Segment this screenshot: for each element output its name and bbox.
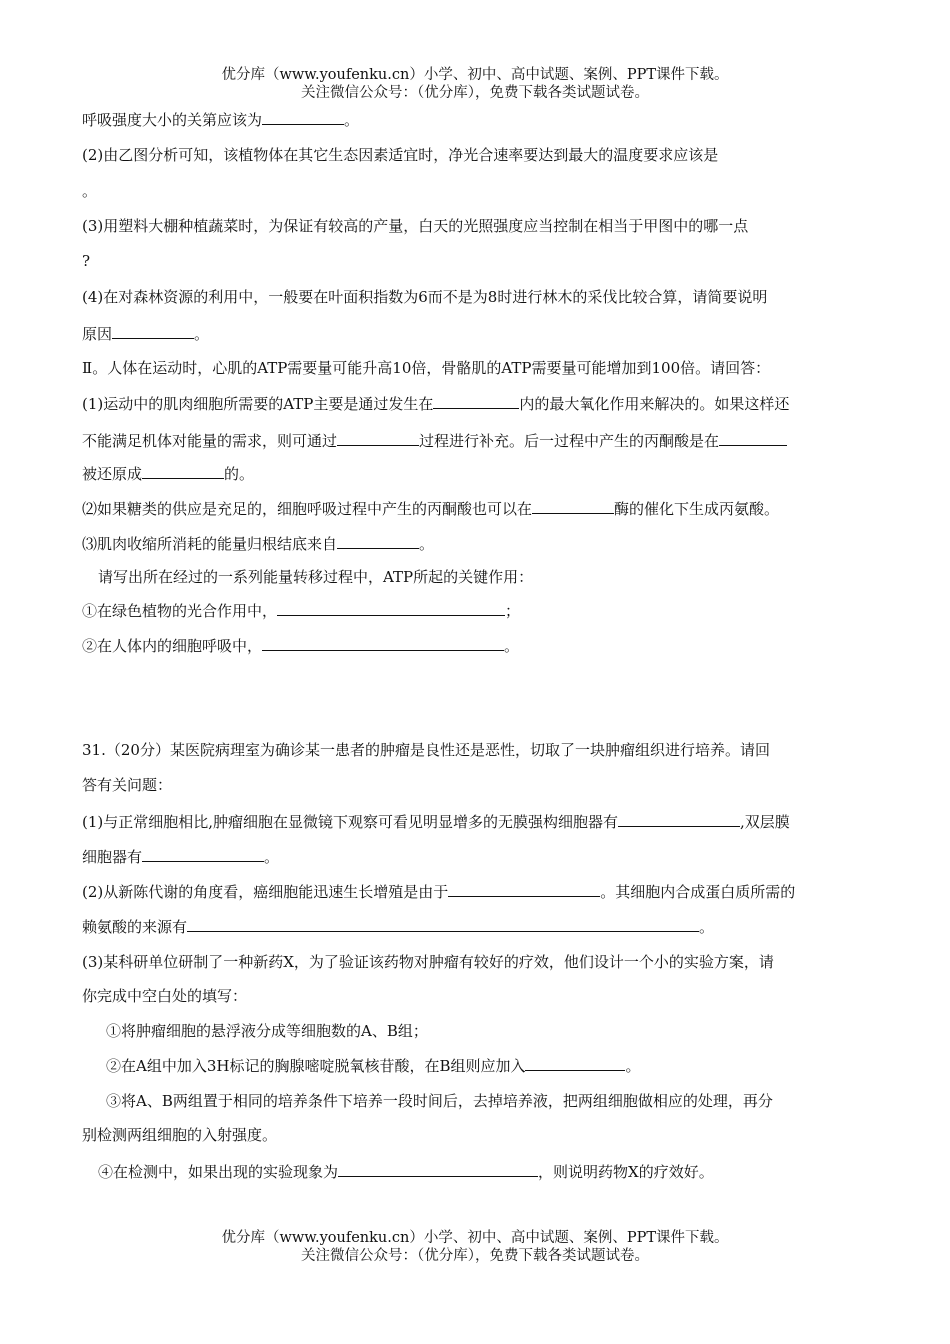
step-2: ②在A组中加入3H标记的胸腺嘧啶脱氧核苷酸，在B组则应加入 。 [106, 1057, 641, 1075]
text-line: 细胞器有 。 [82, 848, 280, 866]
text-line: 请写出所在经过的一系列能量转移过程中，ATP所起的关键作用： [98, 568, 534, 586]
text-line: 不能满足机体对能量的需求，则可通过 过程进行补充。后一过程中产生的丙酮酸是在 [82, 430, 872, 451]
answer-blank[interactable] [433, 393, 519, 409]
step-4: ④在检测中，如果出现的实验现象为 ，则说明药物X的疗效好。 [98, 1163, 714, 1181]
text-line: 赖氨酸的来源有 。 [82, 918, 715, 936]
text-line: 被还原成 的。 [82, 465, 255, 483]
answer-blank[interactable] [142, 463, 224, 479]
page-footer [0, 1229, 950, 1265]
text-line: ? [82, 252, 91, 270]
text-line: (1)与正常细胞相比,肿瘤细胞在显微镜下观察可看见明显增多的无膜强构细胞器有 ,双层膜 [82, 813, 790, 831]
text-line: ⑵如果糖类的供应是充足的，细胞呼吸过程中产生的丙酮酸也可以在 酶的催化下生成丙氨酸。 [82, 500, 780, 518]
text-line: 你完成中空白处的填写： [82, 987, 248, 1005]
step-3: ③将A、B两组置于相同的培养条件下培养一段时间后，去掉培养液，把两组细胞做相应的处理，再分 [106, 1092, 773, 1110]
text-line: (2)从新陈代谢的角度看，癌细胞能迅速生长增殖是由于 。其细胞内合成蛋白质所需的 [82, 883, 796, 901]
text-line: (3)用塑料大棚种植蔬菜时，为保证有较高的产量，白天的光照强度应当控制在相当于甲图中的哪一点 [82, 217, 749, 235]
text-line: 别检测两组细胞的入射强度。 [82, 1126, 278, 1144]
answer-blank[interactable] [262, 635, 504, 651]
text-line: ①在绿色植物的光合作用中， ； [82, 602, 521, 620]
answer-blank[interactable] [338, 1161, 538, 1177]
text-line: ⑶肌肉收缩所消耗的能量归根结底来自 。 [82, 535, 435, 553]
section-2-intro: Ⅱ。人体在运动时，心肌的ATP需要量可能升高10倍，骨骼肌的ATP需要量可能增加到100倍。请回答： [82, 359, 771, 377]
text-line: 原因 。 [82, 325, 210, 343]
text-line: (2)由乙图分析可知，该植物体在其它生态因素适宜时，净光合速率要达到最大的温度要求应该是 [82, 146, 719, 164]
answer-blank[interactable] [112, 323, 194, 339]
answer-blank[interactable] [262, 109, 344, 125]
step-1: ①将肿瘤细胞的悬浮液分成等细胞数的A、B组； [106, 1022, 428, 1040]
text-line: (3)某科研单位研制了一种新药X，为了验证该药物对肿瘤有较好的疗效，他们设计一个小的实验方案，请 [82, 953, 774, 971]
answer-blank[interactable] [532, 498, 614, 514]
answer-blank[interactable] [277, 600, 505, 616]
answer-blank[interactable] [618, 811, 740, 827]
answer-blank[interactable] [525, 1055, 625, 1071]
answer-blank[interactable] [187, 916, 699, 932]
text-line: 答有关问题： [82, 776, 173, 794]
text-line: ②在人体内的细胞呼吸中， 。 [82, 637, 520, 655]
answer-blank[interactable] [142, 846, 264, 862]
page-header [0, 66, 950, 102]
header-line-1: 优分库（www.youfenku.cn）小学、初中、高中试题、案例、PPT课件下载。 [221, 67, 729, 83]
footer-line-1: 优分库（www.youfenku.cn）小学、初中、高中试题、案例、PPT课件下载。 [221, 1230, 729, 1246]
answer-blank[interactable] [448, 881, 600, 897]
answer-blank[interactable] [719, 430, 787, 446]
text-line: (4)在对森林资源的利用中，一般要在叶面积指数为6而不是为8时进行林木的采伐比较合算，请简要说明 [82, 288, 768, 306]
footer-line-2: 关注微信公众号：（优分库），免费下载各类试题试卷。 [301, 1248, 649, 1264]
text-line: 。 [82, 182, 98, 200]
text-line: (1)运动中的肌肉细胞所需要的ATP主要是通过发生在 内的最大氧化作用来解决的。如果这样还 [82, 395, 790, 413]
header-line-2: 关注微信公众号：（优分库），免费下载各类试题试卷。 [301, 85, 649, 101]
answer-blank[interactable] [337, 430, 419, 446]
text-line: 呼吸强度大小的关第应该为 。 [82, 111, 360, 129]
question-31-title: 31.（20分）某医院病理室为确诊某一患者的肿瘤是良性还是恶性，切取了一块肿瘤组织进行培养。请回 [82, 741, 770, 759]
answer-blank[interactable] [337, 533, 419, 549]
